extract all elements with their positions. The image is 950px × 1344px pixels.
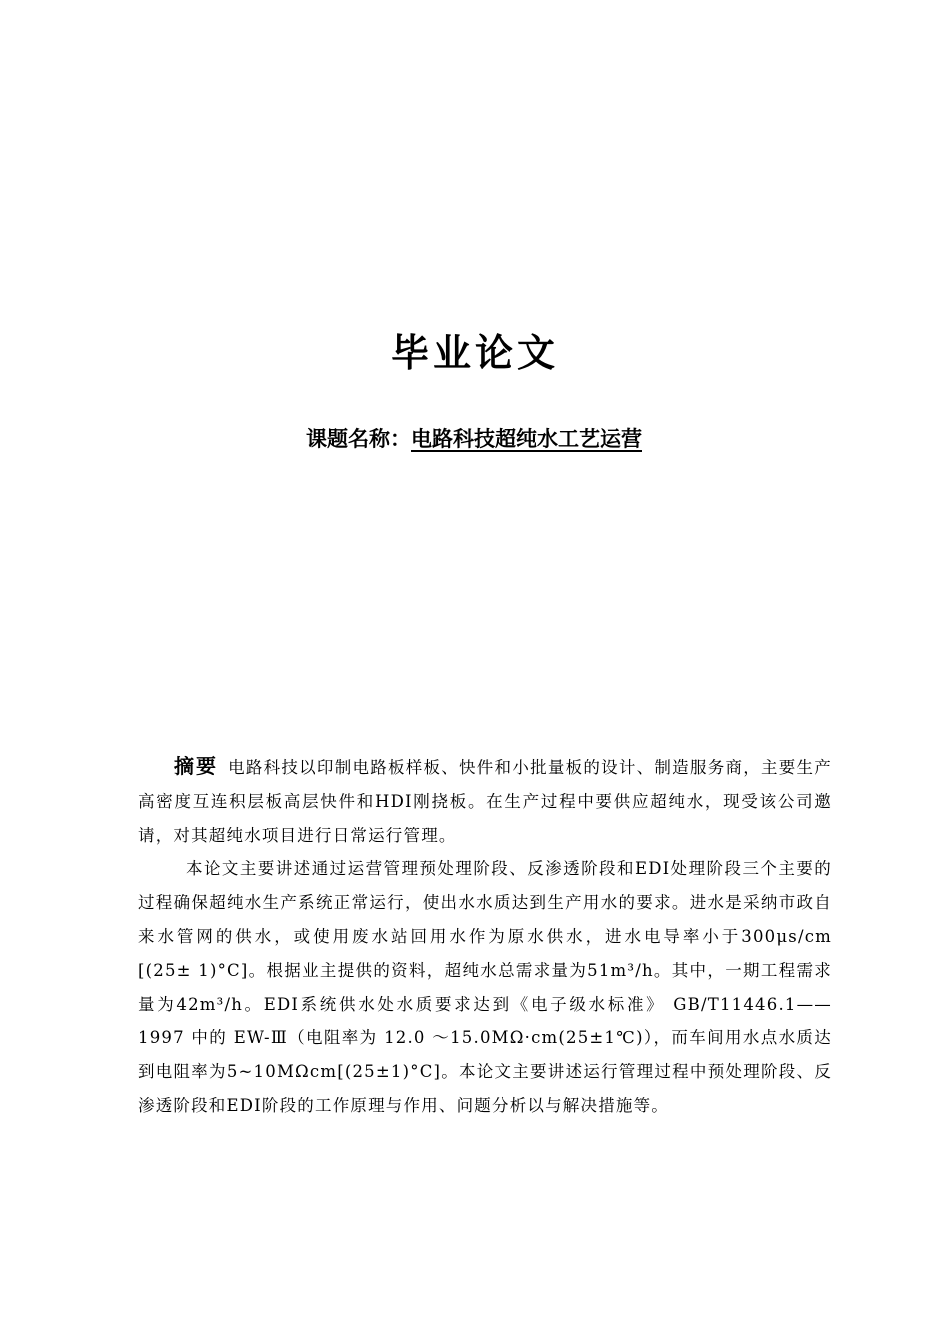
subject-value: 电路科技超纯水工艺运营 xyxy=(411,427,642,451)
abstract-text: 电路科技以印制电路板样板、快件和小批量板的设计、制造服务商，主要生产高密度互连积层板高层快件和HDI刚挠板。在生产过程中要供应超纯水，现受该公司邀请，对其超纯水项目进行日常运行管理。 xyxy=(138,758,832,845)
page-title: 毕业论文 xyxy=(390,331,559,375)
abstract-label: 摘要 xyxy=(174,754,219,778)
subject-line xyxy=(306,423,642,453)
abstract-section xyxy=(138,750,832,1123)
abstract-paragraph: 本论文主要讲述通过运营管理预处理阶段、反渗透阶段和EDI处理阶段三个主要的过程确保超纯水生产系统正常运行，使出水水质达到生产用水的要求。进水是采纳市政自来水管网的供水，或使用废水站回用水作为原水供水，进水电导率小于300μs/cm [(25± 1)°C]。根据业主提供的资料，超纯水总需求量为51m³/h。其中，一期工程需求量为42m³/h。EDI系统供水处水质要求达到《电子级水标准》 GB/T11446.1——1997 中的 EW-Ⅲ（电阻率为 12.0 ～15.0MΩ·cm(25±1℃)），而车间用水点水质达到电阻率为5~10MΩcm[(25±1)°C]。本论文主要讲述运行管理过程中预处理阶段、反渗透阶段和EDI阶段的工作原理与作用、问题分析以与解决措施等。 xyxy=(138,859,832,1115)
subject-label: 课题名称： xyxy=(306,427,411,451)
abstract-paragraph xyxy=(138,750,832,852)
